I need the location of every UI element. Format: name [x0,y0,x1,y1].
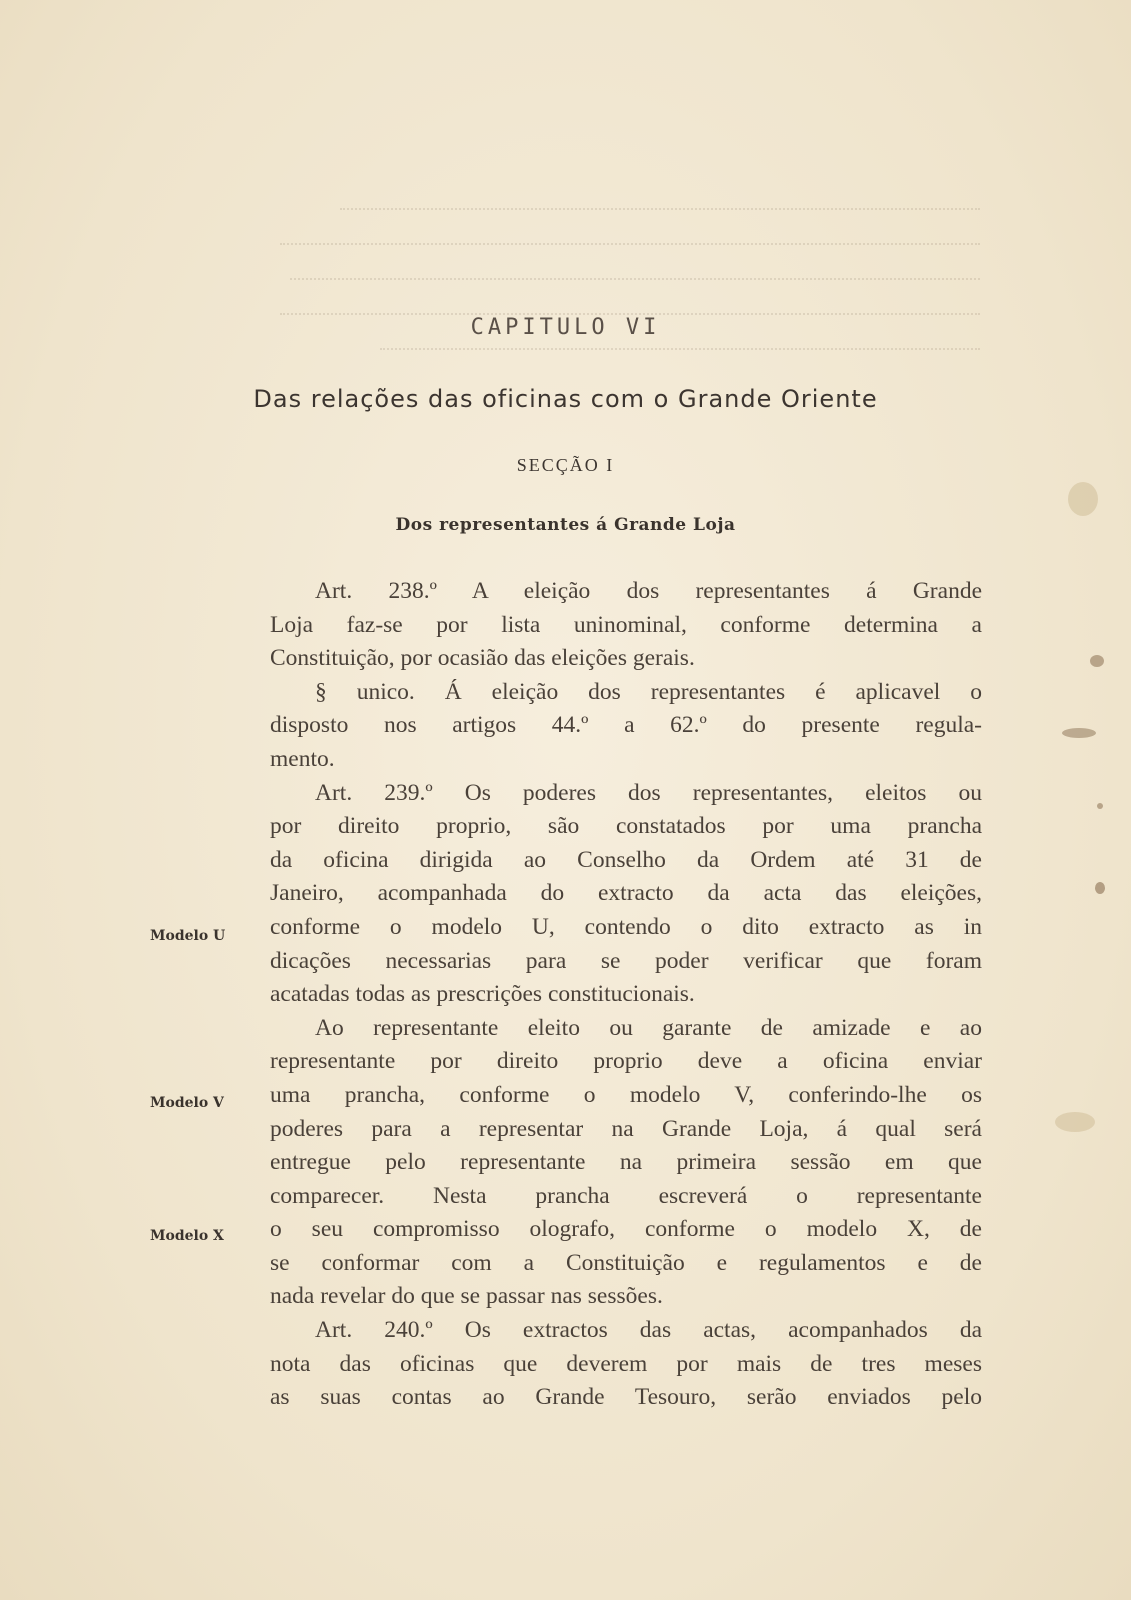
text-line: Art. 240.º Os extractos das actas, acompanhados da [315,1317,982,1344]
text-line: representante por direito proprio deve a oficina enviar [270,1048,982,1075]
text-line: Constituição, por ocasião das eleições gerais. [270,645,695,672]
text-line: disposto nos artigos 44.º a 62.º do presente regula- [270,712,982,739]
text-line: Janeiro, acompanhada do extracto da acta das eleições, [270,880,982,907]
text-line: da oficina dirigida ao Conselho da Ordem até 31 de [270,846,982,873]
stain-mark [1097,803,1103,809]
text-line: Art. 238.º A eleição dos representantes á Grande [315,578,982,604]
text-line: mento. [270,745,335,772]
chapter-subtitle: Das relações das oficinas com o Grande Oriente [253,385,878,413]
margin-note-modelo-x: Modelo X [150,1228,224,1244]
text-line: Loja faz-se por lista uninominal, conforme determina a [270,611,982,638]
stain-mark [1055,1112,1095,1132]
stain-mark [1068,482,1098,516]
text-line: conforme o modelo U, contendo o dito extracto as in [270,913,982,940]
section-heading: SECÇÃO I [516,455,615,475]
section-subtitle: Dos representantes á Grande Loja [395,515,736,535]
text-line: se conformar com a Constituição e regulamentos e de [270,1249,982,1276]
chapter-heading: CAPITULO VI [470,315,661,340]
text-line: acatadas todas as prescrições constitucionais. [270,981,695,1008]
stain-mark [1095,882,1105,894]
stain-mark [1062,728,1096,738]
text-line: entregue pelo representante na primeira sessão em que [270,1149,982,1176]
stain-mark [1090,655,1104,667]
text-line: nota das oficinas que deverem por mais de tres meses [270,1350,982,1377]
text-line: comparecer. Nesta prancha escreverá o representante [270,1182,982,1209]
text-line: uma prancha, conforme o modelo V, conferindo-lhe os [270,1081,982,1108]
text-line: o seu compromisso olografo, conforme o modelo X, de [270,1216,982,1243]
text-line: as suas contas ao Grande Tesouro, serão enviados pelo [270,1384,982,1411]
text-line: por direito proprio, são constatados por uma prancha [270,813,982,840]
text-line: nada revelar do que se passar nas sessões. [270,1283,663,1310]
text-line: Art. 239.º Os poderes dos representantes, eleitos ou [315,779,982,806]
text-line: poderes para a representar na Grande Loja, á qual será [270,1115,982,1142]
body-text [270,575,982,1415]
text-line: § unico. Á eleição dos representantes é aplicavel o [315,678,982,705]
text-line: dicações necessarias para se poder verificar que foram [270,947,982,974]
text-line: Ao representante eleito ou garante de amizade e ao [315,1014,982,1041]
margin-note-modelo-u: Modelo U [150,928,226,944]
margin-note-modelo-v: Modelo V [150,1095,224,1111]
